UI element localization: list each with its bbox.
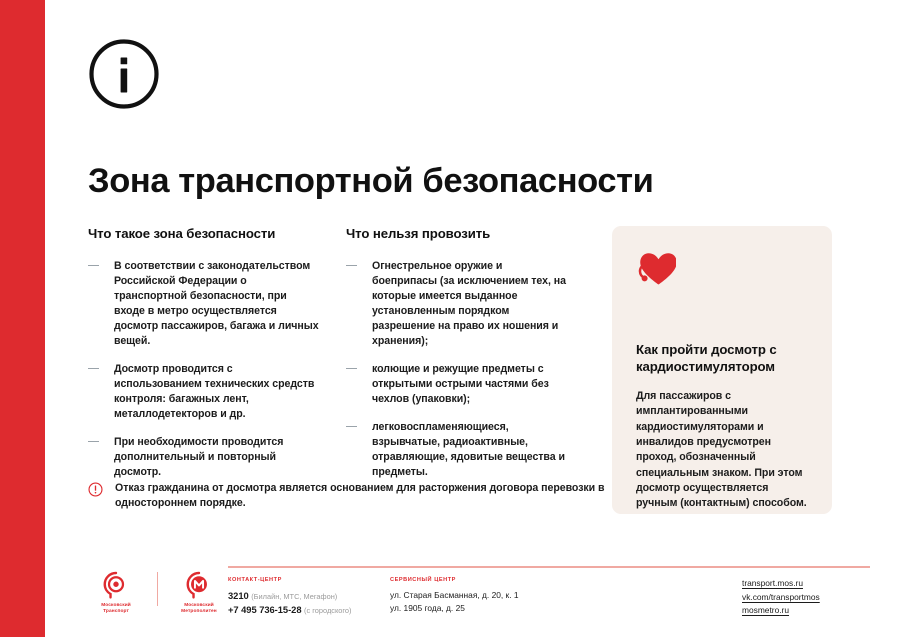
- list-item: [88, 435, 320, 480]
- footer-logo-divider: [157, 572, 158, 606]
- footer-logos: [88, 570, 227, 615]
- contact-phone-row[interactable]: [228, 603, 383, 617]
- contact-short-number: 3210: [228, 590, 249, 601]
- link-mosmetro-ru[interactable]: mosmetro.ru: [742, 605, 790, 616]
- dash-bullet-icon: [346, 368, 357, 370]
- footer-contact-center: [228, 577, 383, 616]
- dash-list: [88, 259, 320, 480]
- footer-divider: [228, 566, 870, 568]
- contact-phone-note: (с городского): [304, 605, 352, 615]
- dash-bullet-icon: [88, 265, 99, 267]
- left-red-stripe: [0, 0, 45, 637]
- footer-service-center: [390, 577, 590, 616]
- card-title: Как пройти досмотр с кардиостимулятором: [636, 342, 777, 374]
- mosmetro-logo[interactable]: [171, 570, 227, 615]
- mosmetro-mark-icon: [171, 570, 227, 600]
- page-title: Зона транспортной безопасности: [88, 162, 654, 201]
- list-item: [88, 259, 320, 349]
- dash-bullet-icon: [88, 441, 99, 443]
- list-item-text: В соответствии с законодательством Российской Федерации о транспортной безопасности, при входе в метро осуществляется досмотр пассажиров, багажа и личных вещей.: [114, 259, 319, 347]
- heart-pacemaker-icon: [636, 250, 676, 286]
- footer-links: [742, 577, 892, 618]
- dash-bullet-icon: [346, 265, 357, 267]
- link-vk-transportmos[interactable]: vk.com/transportmos: [742, 591, 820, 602]
- logo-caption: Московский Транспорт: [101, 603, 131, 615]
- warning-note: [88, 481, 648, 512]
- link-transport-mos-ru[interactable]: transport.mos.ru: [742, 578, 803, 588]
- warning-text: Отказ гражданина от досмотра является основанием для расторжения договора перевозки в одностороннем порядке.: [115, 482, 605, 510]
- contact-phone: +7 495 736-15-28: [228, 603, 302, 615]
- list-item: [346, 362, 568, 407]
- list-item-text: Досмотр проводится с использованием технических средств контроля: багажных лент, металлодетекторов и др.: [114, 362, 315, 420]
- dash-list: [346, 259, 568, 480]
- info-circle-icon: [88, 38, 160, 110]
- contact-short-number-row[interactable]: [228, 589, 383, 603]
- list-item-text: легковоспламеняющиеся, взрывчатые, радиоактивные, отравляющие, ядовитые вещества и предметы.: [372, 420, 565, 478]
- pacemaker-card: [612, 226, 832, 514]
- exclamation-circle-icon: [88, 482, 103, 497]
- list-item-text: Огнестрельное оружие и боеприпасы (за исключением тех, на которые имеется выданное установленным порядком разрешение на право их ношения и хранения);: [372, 259, 566, 347]
- column-prohibited-items: [346, 226, 568, 480]
- mostransport-logo[interactable]: [88, 570, 144, 615]
- service-center-label: СЕРВИСНЫЙ ЦЕНТР: [390, 577, 456, 583]
- column-heading: Что нельзя провозить: [346, 226, 491, 241]
- column-what-is-security-zone: [88, 226, 320, 480]
- mostransport-mark-icon: [88, 570, 144, 600]
- dash-bullet-icon: [346, 426, 357, 428]
- service-address-line-2: ул. 1905 года, д. 25: [390, 603, 465, 614]
- list-item: [88, 362, 320, 422]
- list-item: [346, 259, 568, 349]
- list-item-text: колющие и режущие предметы с открытыми острыми частями без чехлов (упаковки);: [372, 362, 549, 405]
- list-item-text: При необходимости проводится дополнительный и повторный досмотр.: [114, 435, 284, 478]
- contact-center-label: КОНТАКТ-ЦЕНТР: [228, 577, 282, 583]
- logo-caption: Московский Метрополитен: [181, 603, 217, 615]
- contact-short-number-note: (Билайн, МТС, Мегафон): [251, 592, 338, 601]
- footer: [0, 560, 900, 637]
- dash-bullet-icon: [88, 368, 99, 370]
- card-body: Для пассажиров с имплантированными кардиостимуляторами и инвалидов предусмотрен проход, обозначенный специальным знаком. При этом досмотр осуществляется ручным (контактным) способом.: [636, 389, 807, 510]
- list-item: [346, 420, 568, 480]
- poster-content: [88, 0, 878, 637]
- service-address-line-1: ул. Старая Басманная, д. 20, к. 1: [390, 590, 519, 600]
- column-heading: Что такое зона безопасности: [88, 226, 276, 241]
